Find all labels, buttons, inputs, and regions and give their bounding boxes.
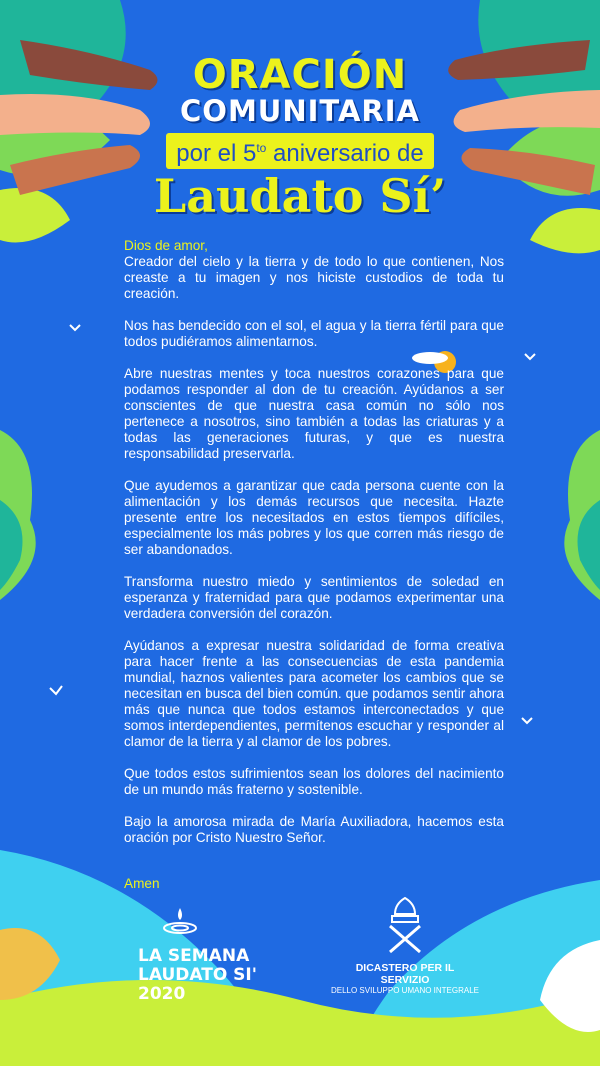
prayer-paragraph-8: Bajo la amorosa mirada de María Auxiliadora, hacemos esta oración por Cristo Nuestro Señor. xyxy=(124,814,504,845)
semana-laudato-si-logo xyxy=(138,906,288,1004)
prayer-text xyxy=(124,238,504,862)
prayer-greeting: Dios de amor, xyxy=(124,238,208,253)
bird-1 xyxy=(70,325,80,330)
prayer-paragraph-1 xyxy=(124,238,504,302)
water-drop-icon xyxy=(160,906,200,942)
bird-4 xyxy=(522,718,532,723)
title-line-3 xyxy=(166,133,434,169)
logo-left-line-2: LAUDATO SI' 2020 xyxy=(138,965,257,1004)
prayer-paragraph-7: Que todos estos sufrimientos sean los dolores del nacimiento de un mundo más fraterno y sostenible. xyxy=(124,766,504,797)
title-block xyxy=(0,52,600,223)
logo-left-line-1: LA SEMANA xyxy=(138,946,250,966)
dicastero-logo xyxy=(330,896,480,996)
title-line-4: Laudato Sí’ xyxy=(153,169,447,223)
prayer-paragraph-4: Que ayudemos a garantizar que cada persona cuente con la alimentación y los demás recursos que necesita. Hazte presente entre los necesitados en estos tiempos difíciles, especialmente los más pobres y los que corren más riesgo de ser abandonados. xyxy=(124,478,504,557)
logo-right-line-2: DELLO SVILUPPO UMANO INTEGRALE xyxy=(330,986,480,995)
prayer-amen: Amen xyxy=(124,876,160,891)
title-line-2: COMUNITARIA xyxy=(180,94,420,128)
vatican-crest-icon xyxy=(380,896,430,956)
bird-3 xyxy=(50,686,62,694)
title-line-1: ORACIÓN xyxy=(192,52,408,98)
title-line-3-sup: to xyxy=(256,141,267,155)
prayer-paragraph-3: Abre nuestras mentes y toca nuestros corazones para que podamos responder al don de tu creación. Ayúdanos a ser conscientes de que nuestra casa común no sólo nos pertenece a nosotros, sino también a todas las criaturas y a todas las generaciones futuras, y que es nuestra responsabilidad preservarla. xyxy=(124,366,504,461)
bird-2 xyxy=(525,354,535,359)
prayer-paragraph-6: Ayúdanos a expresar nuestra solidaridad de forma creativa para hacer frente a las consecuencias de esta pandemia mundial, haznos valientes para acometer los cambios que se necesitan en busca del bien común. que podamos sentir ahora más que nunca que todos estamos interconectados y que somos interdependientes, permítenos escuchar y responder al clamor de la tierra y al clamor de los pobres. xyxy=(124,638,504,749)
title-line-3-pre: por el 5 xyxy=(176,140,257,167)
prayer-p1: Creador del cielo y la tierra y de todo lo que contienen, Nos creaste a tu imagen y nos hiciste custodios de toda tu creación. xyxy=(124,254,504,301)
title-line-3-post: aniversario de xyxy=(266,140,424,167)
logo-right-line-1: DICASTERO PER IL SERVIZIO xyxy=(355,962,455,986)
prayer-paragraph-5: Transforma nuestro miedo y sentimientos de soledad en esperanza y fraternidad para que podamos experimentar una verdadera conversión del corazón. xyxy=(124,574,504,621)
prayer-paragraph-2: Nos has bendecido con el sol, el agua y la tierra fértil para que todos pudiéramos alimentarnos. xyxy=(124,318,504,349)
